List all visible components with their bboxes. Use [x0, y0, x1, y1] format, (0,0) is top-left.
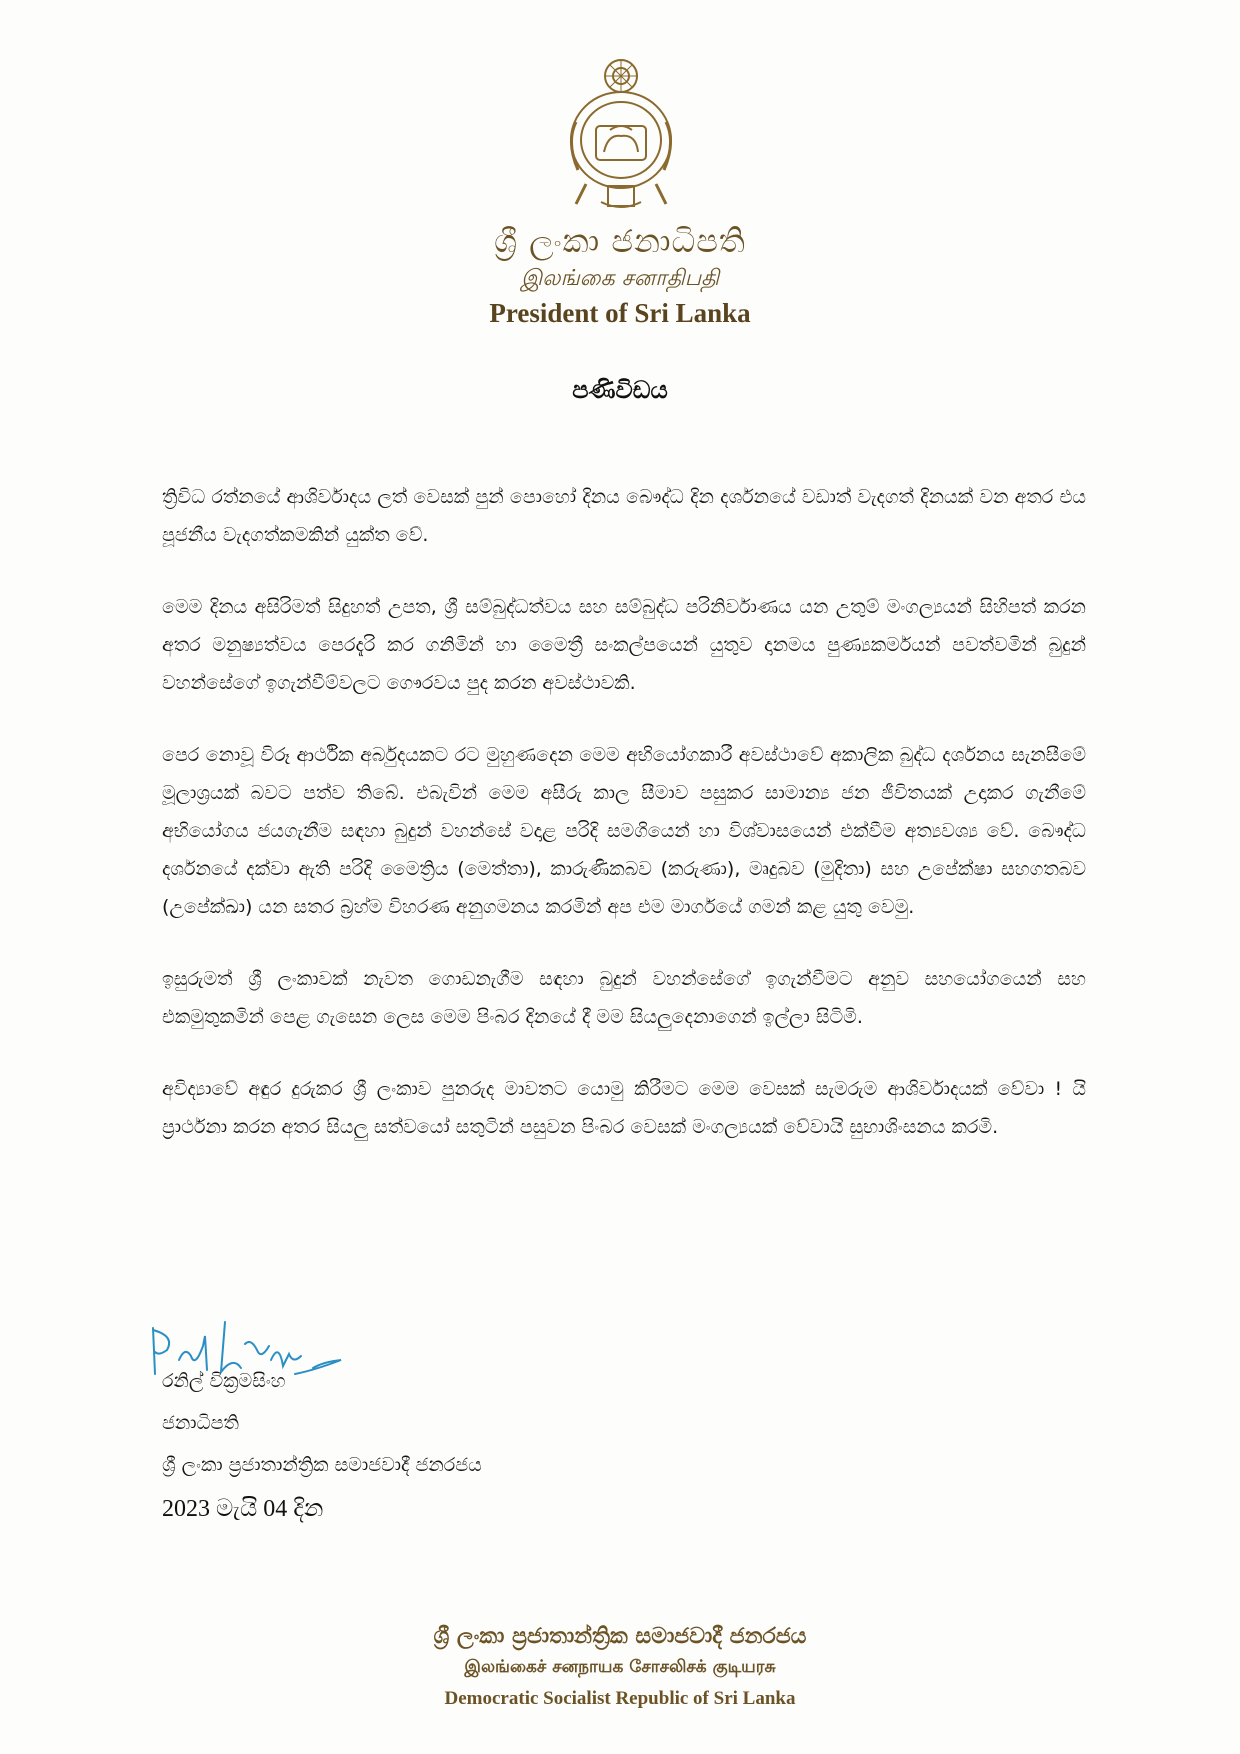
national-emblem-icon — [546, 52, 696, 212]
letterhead-english: President of Sri Lanka — [489, 298, 751, 328]
paragraph: මෙම දිනය අසිරිමත් සිදුහත් උපත, ශ්‍රී සම්බුද්ධත්වය සහ සම්බුද්ධ පරිනිර්වාණය යන උතුම් මංගල්‍යයන් සිහිපත් කරන අතර මනුෂ්‍යත්වය පෙරදැරි කර ගනිමින් හා මෛත්‍රී සංකල්පයෙන් යුතුව දානමය පුණ්‍යකර්මයන් පවත්වමින් බුදුන් වහන්සේගේ ඉගැන්වීම්වලට ගෞරවය පුද කරන අවස්ථාවකි. — [162, 596, 1086, 694]
signature-block — [162, 1360, 762, 1532]
signatory-name: රනිල් වික්‍රමසිංහ — [162, 1370, 286, 1392]
message-body — [162, 478, 1086, 1180]
letter-date: 2023 මැයි 04 දින — [162, 1496, 324, 1522]
document-title: පණිවිඩය — [572, 376, 668, 404]
footer-tamil: இலங்கைச் சனநாயக சோசலிசக் குடியரசு — [464, 1657, 776, 1677]
paragraph: ඉසුරුමත් ශ්‍රී ලංකාවක් නැවත ගොඩනැගීම සඳහා බුදුන් වහන්සේගේ ඉගැන්වීමට අනුව සහයෝගයෙන් සහ එකමුතුකමින් පෙළ ගැසෙන ලෙස මෙම පිංබර දිනයේ දී මම සියලුදෙනාගෙන් ඉල්ලා සිටිමි. — [162, 968, 1086, 1028]
letterhead-tamil: இலங்கை சனாதிபதி — [520, 266, 720, 291]
paragraph: අවිද්‍යාවේ අඳුර දුරුකර ශ්‍රී ලංකාව පුනරුද මාවතට යොමු කිරීමට මෙම වෙසක් සැමරුම ආශිර්වාදයක් වේවා ! යි ප්‍රාර්ථනා කරන අතර සියලු සත්වයෝ සතුටින් පසුවන පිංබර වෙසක් මංගල්‍යයක් වේවායි සුභාශිංසනය කරමි. — [162, 1078, 1086, 1138]
signatory-position: ජනාධිපති — [162, 1412, 239, 1434]
letterhead-sinhala: ශ්‍රී ලංකා ජනාධිපති — [494, 222, 746, 260]
signatory-state: ශ්‍රී ලංකා ප්‍රජාතාන්ත්‍රික සමාජවාදී ජනරජය — [162, 1454, 482, 1476]
footer-english: Democratic Socialist Republic of Sri Lanka — [444, 1688, 796, 1709]
paragraph: ත්‍රිවිධ රත්නයේ ආශිර්වාදය ලත් වෙසක් පුන් පොහෝ දිනය බෞද්ධ දින දර්ශනයේ වඩාත් වැදගත් දිනයක් වන අතර එය පූජනීය වැදගත්කමකින් යුක්ත වේ. — [162, 486, 1086, 546]
paragraph: පෙර නොවූ විරූ ආර්ථික අර්බුදයකට රට මුහුණදෙන මෙම අභියෝගකාරී අවස්ථාවේ අකාලික බුද්ධ දර්ශනය සැනසීමේ මූලාශ්‍රයක් බවට පත්ව තිබේ. එබැවින් මෙම අසීරු කාල සීමාව පසුකර සාමාන්‍ය ජන ජීවිතයක් උදාකර ගැනීමේ අභියෝගය ජයගැනීම සඳහා බුදුන් වහන්සේ වදාළ පරිදි සමගියෙන් හා විශ්වාසයෙන් එක්වීම අත්‍යවශ්‍ය වේ. බෞද්ධ දර්ශනයේ දක්වා ඇති පරිදි මෛත්‍රිය (මෙත්තා), කාරුණිකබව (කරුණා), මෘදුබව (මුදිතා) සහ උපේක්ෂා සහගතබව (උපේක්ඛා) යන සතර බ්‍රහ්ම විහරණ අනුගමනය කරමින් අප එම මාර්ගයේ ගමන් කළ යුතු වෙමු. — [162, 744, 1086, 918]
footer-sinhala: ශ්‍රී ලංකා ප්‍රජාතාන්ත්‍රික සමාජවාදී ජනරජය — [433, 1624, 807, 1649]
